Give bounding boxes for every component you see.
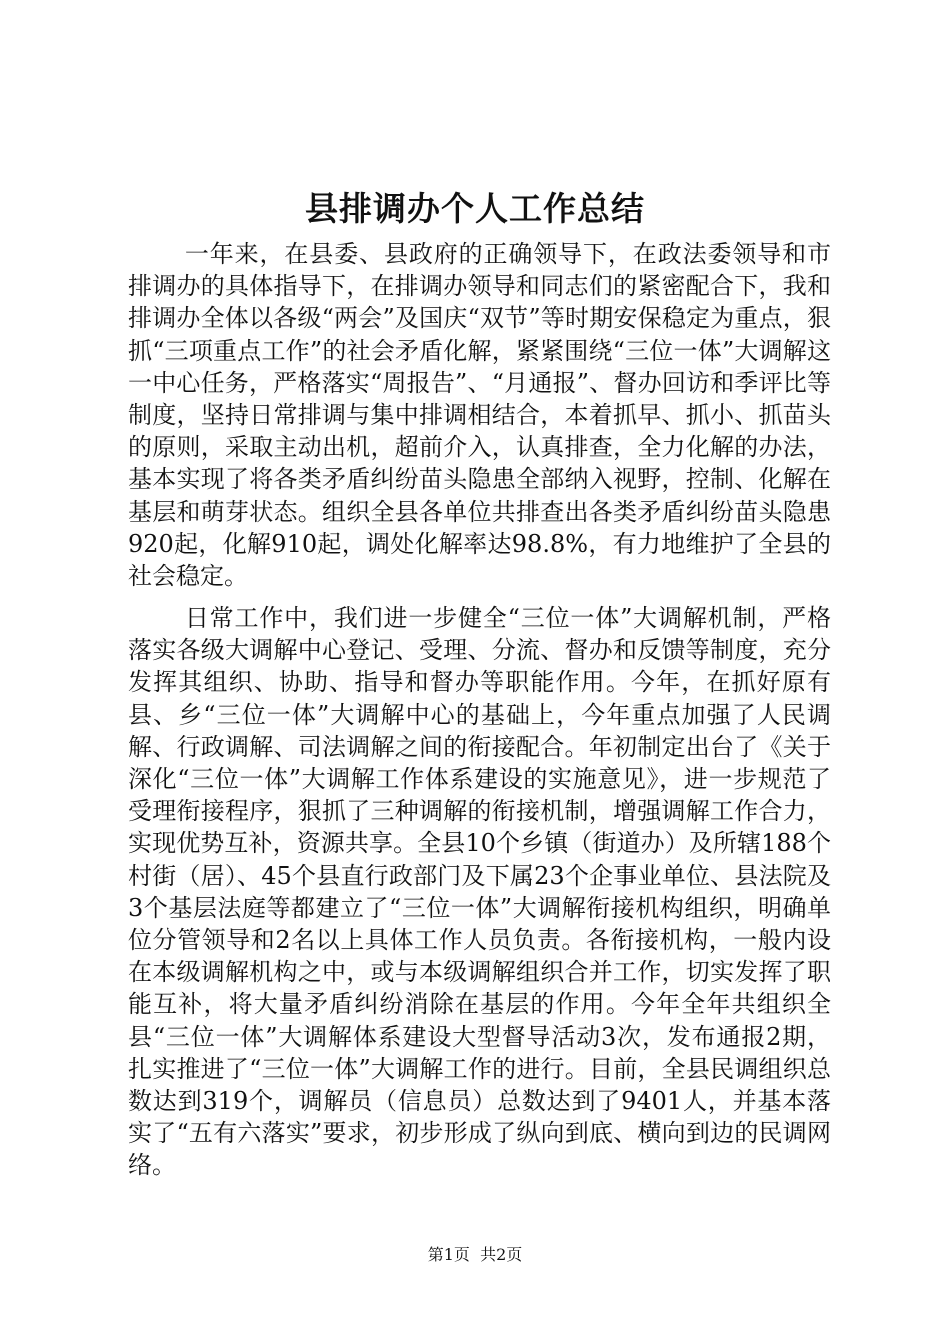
paragraph-1	[128, 238, 831, 592]
paragraph-2	[128, 602, 831, 1182]
paragraph-2-text: 日常工作中，我们进一步健全“三位一体”大调解机制，严格落实各级大调解中心登记、受理、分流、督办和反馈等制度，充分发挥其组织、协助、指导和督办等职能作用。今年，在抓好原有县、乡“三位一体”大调解中心的基础上，今年重点加强了人民调解、行政调解、司法调解之间的衔接配合。年初制定出台了《关于深化“三位一体”大调解工作体系建设的实施意见》，进一步规范了受理衔接程序，狠抓了三种调解的衔接机制，增强调解工作合力，实现优势互补，资源共享。全县10个乡镇（街道办）及所辖188个村街（居）、45个县直行政部门及下属23个企事业单位、县法院及3个基层法庭等都建立了“三位一体”大调解衔接机构组织，明确单位分管领导和2名以上具体工作人员负责。各衔接机构，一般内设在本级调解机构之中，或与本级调解组织合并工作，切实发挥了职能互补，将大量矛盾纠纷消除在基层的作用。今年全年共组织全县“三位一体”大调解体系建设大型督导活动3次，发布通报2期，扎实推进了“三位一体”大调解工作的进行。目前，全县民调组织总数达到319个，调解员（信息员）总数达到了9401人，并基本落实了“五有六落实”要求，初步形成了纵向到底、横向到边的民调网络。	[128, 604, 831, 1180]
page-footer	[0, 1244, 950, 1266]
document-title: 县排调办个人工作总结	[305, 189, 645, 228]
paragraph-1-text: 一年来，在县委、县政府的正确领导下，在政法委领导和市排调办的具体指导下，在排调办领导和同志们的紧密配合下，我和排调办全体以各级“两会”及国庆“双节”等时期安保稳定为重点，狠抓“三项重点工作”的社会矛盾化解，紧紧围绕“三位一体”大调解这一中心任务，严格落实“周报告”、“月通报”、督办回访和季评比等制度，坚持日常排调与集中排调相结合，本着抓早、抓小、抓苗头的原则，采取主动出机，超前介入，认真排查，全力化解的办法，基本实现了将各类矛盾纠纷苗头隐患全部纳入视野，控制、化解在基层和萌芽状态。组织全县各单位共排查出各类矛盾纠纷苗头隐患920起，化解910起，调处化解率达98.8%，有力地维护了全县的社会稳定。	[128, 240, 831, 591]
page-number-label: 第1页 共2页	[427, 1245, 523, 1264]
